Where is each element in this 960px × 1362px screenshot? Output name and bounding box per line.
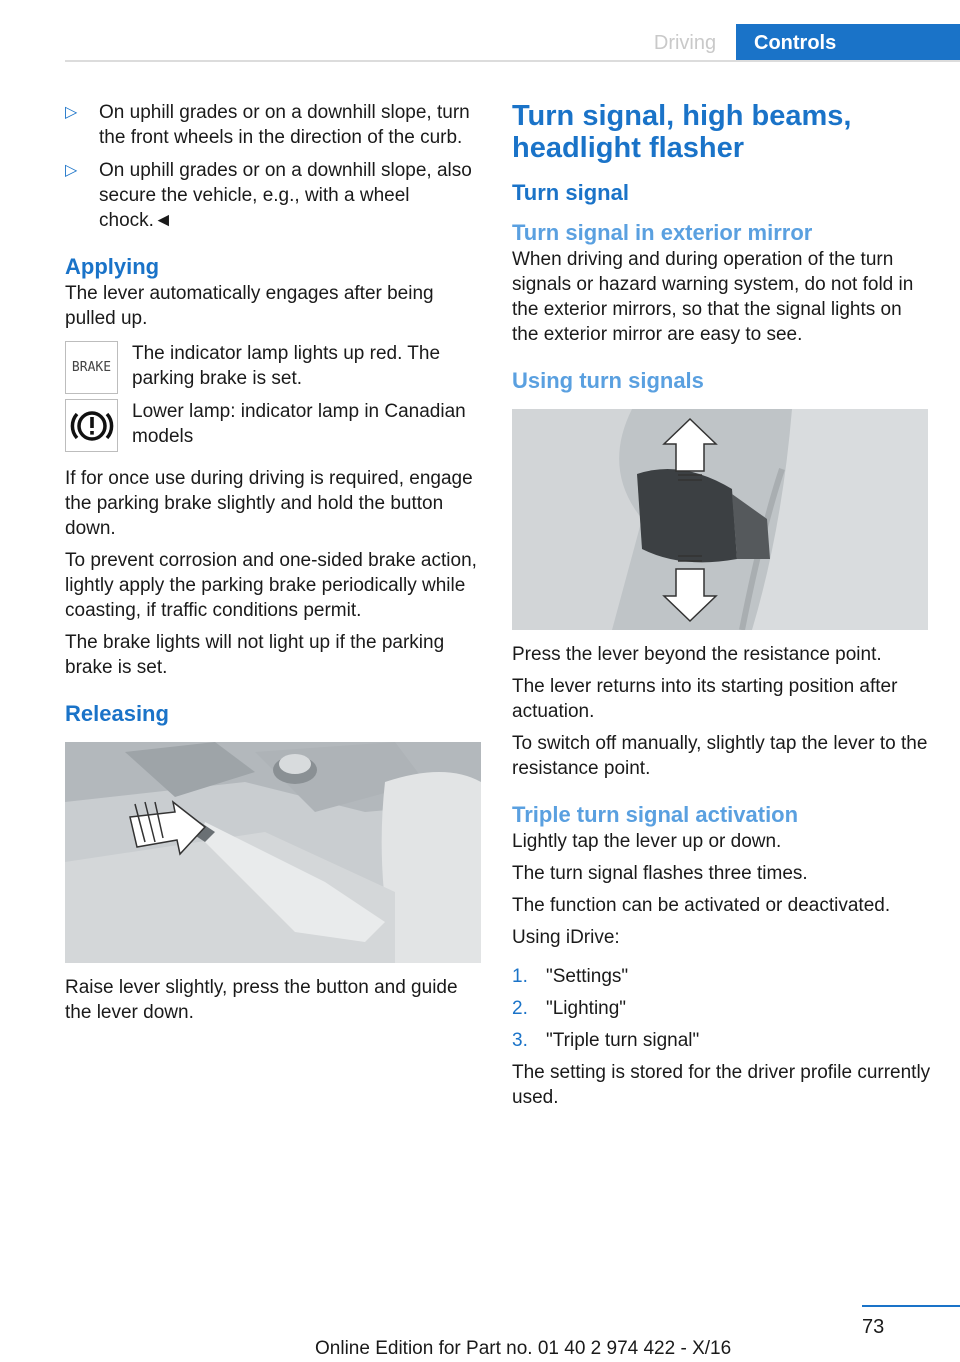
mirror-heading: Turn signal in exterior mirror bbox=[512, 220, 813, 245]
section-tab: Driving bbox=[653, 32, 717, 54]
bullet-triangle-icon: ▷ bbox=[65, 162, 78, 179]
triple-turn-signal-heading: Triple turn signal activation bbox=[512, 802, 799, 827]
brake-lamp-row bbox=[65, 341, 481, 394]
step-number: 1. bbox=[512, 966, 528, 987]
applying-heading: Applying bbox=[65, 254, 160, 279]
turn-signal-illustration bbox=[512, 409, 928, 630]
list-item bbox=[512, 964, 932, 989]
canadian-lamp-row bbox=[65, 399, 481, 452]
paragraph: Using iDrive: bbox=[512, 927, 620, 948]
parking-brake-lever-image bbox=[65, 742, 481, 963]
mirror-text: When driving and during operation of the turn signals or hazard warning system, do not fold in the exterior mirrors, so that the signal lights on the exterior mirror are easy to see. bbox=[512, 249, 914, 345]
paragraph: To switch off manually, slightly tap the lever to the resistance point. bbox=[512, 733, 928, 779]
bullet-item bbox=[65, 100, 481, 150]
releasing-illustration bbox=[65, 742, 481, 963]
canadian-lamp-text: Lower lamp: indicator lamp in Canadian models bbox=[132, 401, 466, 447]
brake-warning-icon bbox=[65, 341, 118, 394]
main-heading: Turn signal, high beams, headlight flasher bbox=[512, 100, 852, 164]
paragraph: The function can be activated or deactivated. bbox=[512, 895, 891, 916]
bullet-text: On uphill grades or on a downhill slope, also secure the vehicle, e.g., with a wheel chock.◄ bbox=[99, 160, 472, 231]
applying-text: The lever automatically engages after being pulled up. bbox=[65, 283, 434, 329]
brake-icon-label: BRAKE bbox=[71, 360, 112, 375]
header-rule bbox=[65, 60, 960, 62]
turn-signal-heading: Turn signal bbox=[512, 180, 629, 205]
step-number: 2. bbox=[512, 998, 528, 1019]
paragraph: Lightly tap the lever up or down. bbox=[512, 831, 782, 852]
paragraph: The turn signal flashes three times. bbox=[512, 863, 808, 884]
turn-signal-lever-image bbox=[512, 409, 928, 630]
paragraph: The lever returns into its starting position after actuation. bbox=[512, 676, 898, 722]
list-item bbox=[512, 996, 932, 1021]
paragraph: The setting is stored for the driver profile currently used. bbox=[512, 1062, 931, 1108]
chapter-tab: Controls bbox=[736, 24, 960, 62]
bullet-text: On uphill grades or on a downhill slope, turn the front wheels in the direction of the curb. bbox=[99, 102, 470, 148]
bullet-item bbox=[65, 158, 481, 233]
parking-brake-circle-icon bbox=[65, 399, 118, 452]
left-column bbox=[65, 100, 481, 1032]
paragraph: Press the lever beyond the resistance point. bbox=[512, 644, 882, 665]
bullet-triangle-icon: ▷ bbox=[65, 104, 78, 121]
page-number: 73 bbox=[862, 1316, 885, 1338]
paragraph: If for once use during driving is required, engage the parking brake slightly and hold the button down. bbox=[65, 468, 473, 539]
step-label: "Settings" bbox=[546, 966, 629, 987]
list-item bbox=[512, 1028, 932, 1053]
using-turn-signals-heading: Using turn signals bbox=[512, 368, 704, 393]
footer-rule bbox=[862, 1305, 960, 1307]
step-label: "Triple turn signal" bbox=[546, 1030, 700, 1051]
paragraph: To prevent corrosion and one-sided brake action, lightly apply the parking brake periodically while coasting, if traffic conditions permit. bbox=[65, 550, 477, 621]
releasing-heading: Releasing bbox=[65, 701, 169, 726]
edition-footer: Online Edition for Part no. 01 40 2 974 422 - X/16 bbox=[315, 1338, 732, 1359]
right-column bbox=[512, 100, 932, 1117]
parking-brake-symbol bbox=[69, 403, 115, 449]
step-label: "Lighting" bbox=[546, 998, 627, 1019]
step-number: 3. bbox=[512, 1030, 528, 1051]
releasing-caption: Raise lever slightly, press the button and guide the lever down. bbox=[65, 977, 458, 1023]
brake-lamp-text: The indicator lamp lights up red. The parking brake is set. bbox=[132, 343, 441, 389]
paragraph: The brake lights will not light up if the parking brake is set. bbox=[65, 632, 445, 678]
